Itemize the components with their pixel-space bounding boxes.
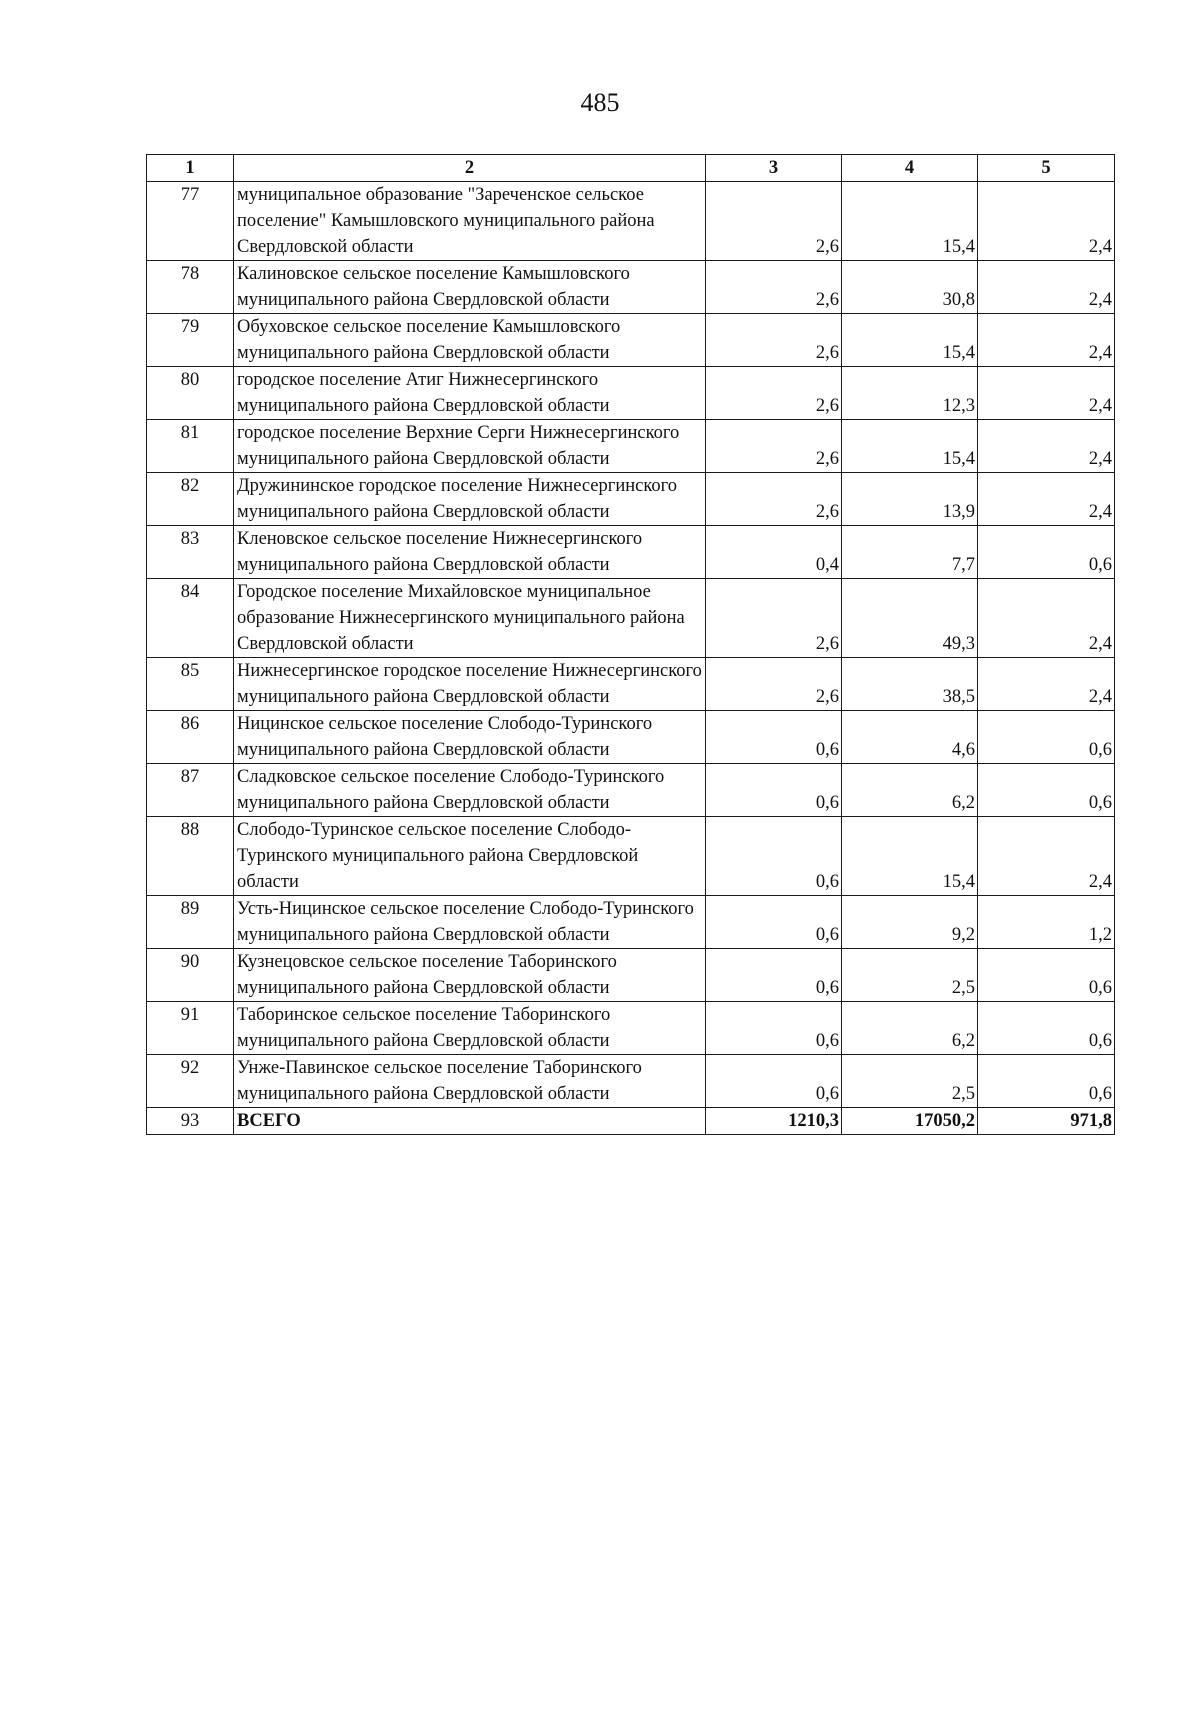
settlement-name: Калиновское сельское поселение Камышловского муниципального района Свердловской области (234, 261, 706, 314)
value-col-4: 9,2 (842, 896, 978, 949)
table-row (147, 182, 1115, 261)
table-row (147, 526, 1115, 579)
header-row (147, 155, 1115, 182)
value-col-5: 2,4 (978, 658, 1115, 711)
settlement-name: Кленовское сельское поселение Нижнесергинского муниципального района Свердловской области (234, 526, 706, 579)
row-number: 89 (147, 896, 234, 949)
row-number: 86 (147, 711, 234, 764)
row-number: 93 (147, 1108, 234, 1135)
value-col-5: 0,6 (978, 949, 1115, 1002)
value-col-3: 2,6 (706, 261, 842, 314)
row-number: 85 (147, 658, 234, 711)
column-header: 1 (147, 155, 234, 182)
value-col-3: 0,6 (706, 949, 842, 1002)
value-col-4: 15,4 (842, 314, 978, 367)
row-number: 84 (147, 579, 234, 658)
row-number: 77 (147, 182, 234, 261)
value-col-5: 2,4 (978, 817, 1115, 896)
settlement-name: Ницинское сельское поселение Слободо-Туринского муниципального района Свердловской области (234, 711, 706, 764)
value-col-4: 38,5 (842, 658, 978, 711)
value-col-5: 2,4 (978, 473, 1115, 526)
total-row (147, 1108, 1115, 1135)
settlement-name: городское поселение Атиг Нижнесергинского муниципального района Свердловской области (234, 367, 706, 420)
row-number: 87 (147, 764, 234, 817)
row-number: 80 (147, 367, 234, 420)
value-col-4: 12,3 (842, 367, 978, 420)
settlement-name: Слободо-Туринское сельское поселение Слободо-Туринского муниципального района Свердловской области (234, 817, 706, 896)
column-header: 4 (842, 155, 978, 182)
value-col-4: 2,5 (842, 949, 978, 1002)
column-header: 5 (978, 155, 1115, 182)
settlement-name: Сладковское сельское поселение Слободо-Туринского муниципального района Свердловской области (234, 764, 706, 817)
row-number: 92 (147, 1055, 234, 1108)
table-row (147, 1055, 1115, 1108)
row-number: 83 (147, 526, 234, 579)
table-row (147, 949, 1115, 1002)
column-header: 3 (706, 155, 842, 182)
settlement-name: Нижнесергинское городское поселение Нижнесергинского муниципального района Свердловской области (234, 658, 706, 711)
value-col-5: 971,8 (978, 1108, 1115, 1135)
value-col-4: 30,8 (842, 261, 978, 314)
value-col-3: 0,6 (706, 817, 842, 896)
table-row (147, 261, 1115, 314)
value-col-5: 2,4 (978, 182, 1115, 261)
column-header: 2 (234, 155, 706, 182)
value-col-3: 1210,3 (706, 1108, 842, 1135)
value-col-5: 0,6 (978, 1002, 1115, 1055)
row-number: 91 (147, 1002, 234, 1055)
settlement-name: Дружининское городское поселение Нижнесергинского муниципального района Свердловской области (234, 473, 706, 526)
value-col-5: 2,4 (978, 579, 1115, 658)
settlement-name: муниципальное образование "Зареченское сельское поселение" Камышловского муниципального района Свердловской области (234, 182, 706, 261)
value-col-4: 13,9 (842, 473, 978, 526)
value-col-5: 0,6 (978, 526, 1115, 579)
value-col-5: 0,6 (978, 711, 1115, 764)
settlement-name: ВСЕГО (234, 1108, 706, 1135)
data-table (146, 154, 1115, 1135)
settlement-name: городское поселение Верхние Серги Нижнесергинского муниципального района Свердловской области (234, 420, 706, 473)
value-col-4: 49,3 (842, 579, 978, 658)
table-body (147, 182, 1115, 1135)
table-row (147, 314, 1115, 367)
value-col-4: 6,2 (842, 764, 978, 817)
table-row (147, 764, 1115, 817)
settlement-name: Унже-Павинское сельское поселение Таборинского муниципального района Свердловской области (234, 1055, 706, 1108)
row-number: 88 (147, 817, 234, 896)
value-col-3: 2,6 (706, 658, 842, 711)
settlement-name: Кузнецовское сельское поселение Таборинского муниципального района Свердловской области (234, 949, 706, 1002)
value-col-3: 2,6 (706, 420, 842, 473)
value-col-3: 0,6 (706, 896, 842, 949)
value-col-5: 2,4 (978, 261, 1115, 314)
settlement-name: Городское поселение Михайловское муниципальное образование Нижнесергинского муниципального района Свердловской области (234, 579, 706, 658)
value-col-4: 15,4 (842, 420, 978, 473)
value-col-3: 0,4 (706, 526, 842, 579)
value-col-4: 6,2 (842, 1002, 978, 1055)
row-number: 78 (147, 261, 234, 314)
value-col-5: 2,4 (978, 314, 1115, 367)
value-col-5: 0,6 (978, 1055, 1115, 1108)
table-row (147, 658, 1115, 711)
table-row (147, 1002, 1115, 1055)
table-row (147, 579, 1115, 658)
value-col-4: 7,7 (842, 526, 978, 579)
table-row (147, 420, 1115, 473)
row-number: 82 (147, 473, 234, 526)
value-col-3: 2,6 (706, 367, 842, 420)
table-row (147, 711, 1115, 764)
value-col-4: 17050,2 (842, 1108, 978, 1135)
value-col-3: 0,6 (706, 711, 842, 764)
value-col-5: 2,4 (978, 420, 1115, 473)
settlement-name: Таборинское сельское поселение Таборинского муниципального района Свердловской области (234, 1002, 706, 1055)
value-col-4: 15,4 (842, 182, 978, 261)
table-row (147, 367, 1115, 420)
row-number: 79 (147, 314, 234, 367)
table-row (147, 896, 1115, 949)
value-col-3: 0,6 (706, 1055, 842, 1108)
value-col-4: 15,4 (842, 817, 978, 896)
row-number: 81 (147, 420, 234, 473)
value-col-4: 4,6 (842, 711, 978, 764)
value-col-3: 2,6 (706, 473, 842, 526)
settlement-name: Обуховское сельское поселение Камышловского муниципального района Свердловской области (234, 314, 706, 367)
value-col-3: 0,6 (706, 1002, 842, 1055)
table-row (147, 817, 1115, 896)
value-col-4: 2,5 (842, 1055, 978, 1108)
value-col-5: 2,4 (978, 367, 1115, 420)
value-col-3: 2,6 (706, 579, 842, 658)
settlement-name: Усть-Ницинское сельское поселение Слободо-Туринского муниципального района Свердловской области (234, 896, 706, 949)
value-col-3: 0,6 (706, 764, 842, 817)
page-number: 485 (580, 88, 620, 117)
value-col-3: 2,6 (706, 314, 842, 367)
table-row (147, 473, 1115, 526)
row-number: 90 (147, 949, 234, 1002)
value-col-3: 2,6 (706, 182, 842, 261)
value-col-5: 1,2 (978, 896, 1115, 949)
value-col-5: 0,6 (978, 764, 1115, 817)
